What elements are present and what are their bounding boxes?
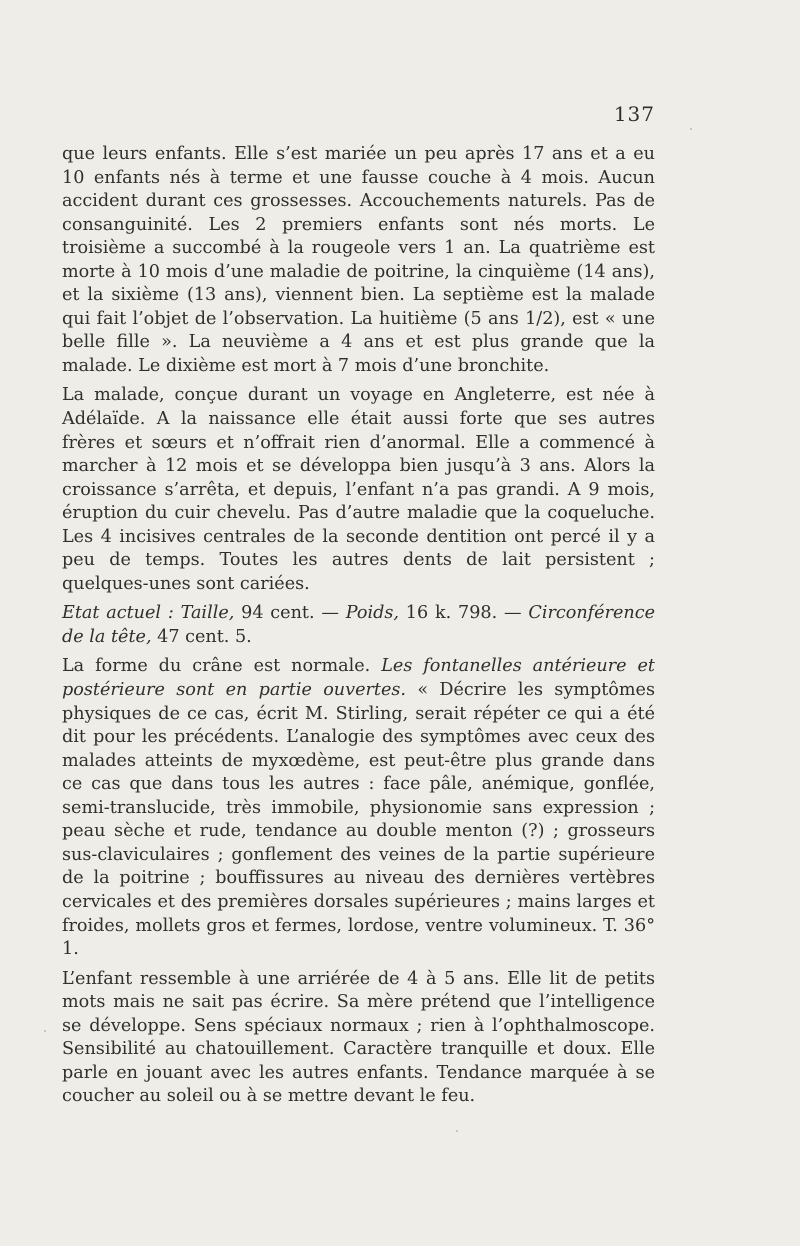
label-poids: Poids, (345, 603, 399, 624)
paragraph-symptoms (62, 655, 655, 961)
taille-value: 94 cent. (241, 603, 315, 624)
page-text (62, 143, 655, 1115)
poids-value: 16 k. 798. (405, 603, 498, 624)
symptoms-description: « Décrire les symptômes physiques de ce cas, écrit M. Stirling, serait répéter ce qui a été dit pour les précédents. L’analogie des symptômes avec ceux des malades atteints de myxœdème, est peut-être plus grande dans ce cas que dans tous les autres : face pâle, anémique, gonflée, semi-translucide, très immobile, physionomie sans expression ; peau sèche et rude, tendance au double menton (?) ; grosseurs sus-claviculaires ; gonflement des veines de la partie supérieure de la poitrine ; bouffissures au niveau des dernières vertèbres cervicales et des premières dorsales supérieures ; mains larges et froides, mollets gros et fermes, lordose, ventre volumineux. T. 36° 1. (62, 680, 656, 960)
circonference-value: 47 cent. 5. (157, 626, 252, 647)
label-taille: Taille, (180, 603, 235, 624)
symptoms-lead: La forme du crâne est normale. (62, 656, 371, 677)
paper-speck (690, 128, 692, 130)
separator-2: — (504, 603, 522, 624)
separator-1: — (321, 603, 339, 624)
paragraph-development: L’enfant ressemble à une arriérée de 4 à 5 ans. Elle lit de petits mots mais ne sait pas écrire. Sa mère prétend que l’intelligence se développe. Sens spéciaux normaux ; rien à l’ophthalmoscope. Sensibilité au chatouillement. Caractère tranquille et doux. Elle parle en jouant avec les autres enfants. Tendance marquée à se coucher au soleil ou à se mettre devant le feu. (62, 968, 655, 1107)
page-number: 137 (613, 102, 655, 126)
symptoms-fontanelles: Les fontanelles antérieure et postérieure sont en partie ouvertes. (62, 656, 656, 701)
label-circonference: Circonférence de la tête, (62, 603, 656, 647)
label-etat-actuel: Etat actuel : (62, 603, 174, 624)
paragraph-patient-history: La malade, conçue durant un voyage en Angleterre, est née à Adélaïde. A la naissance elle était aussi forte que ses autres frères et sœurs et n’offrait rien d’anormal. Elle a commencé à marcher à 12 mois et se développa bien jusqu’à 3 ans. Alors la croissance s’arrêta, et depuis, l’enfant n’a pas grandi. A 9 mois, éruption du cuir chevelu. Pas d’autre maladie que la coqueluche. Les 4 incisives centrales de la seconde dentition ont percé il y a peu de temps. Toutes les autres dents de lait persistent ; quelques-unes sont cariées. (62, 385, 655, 594)
paragraph-family-history: que leurs enfants. Elle s’est mariée un peu après 17 ans et a eu 10 enfants nés à terme et une fausse couche à 4 mois. Aucun accident durant ces grossesses. Accouchements naturels. Pas de consanguinité. Les 2 premiers enfants sont nés morts. Le troisième a succombé à la rougeole vers 1 an. La quatrième est morte à 10 mois d’une maladie de poitrine, la cinquième (14 ans), et la sixième (13 ans), viennent bien. La septième est la malade qui fait l’objet de l’observation. La huitième (5 ans 1/2), est « une belle fille ». La neuvième a 4 ans et est plus grande que la malade. Le dixième est mort à 7 mois d’une bronchite. (62, 144, 655, 376)
paragraph-current-state (62, 602, 655, 649)
paper-speck (456, 1130, 458, 1132)
paper-speck (44, 1030, 46, 1032)
